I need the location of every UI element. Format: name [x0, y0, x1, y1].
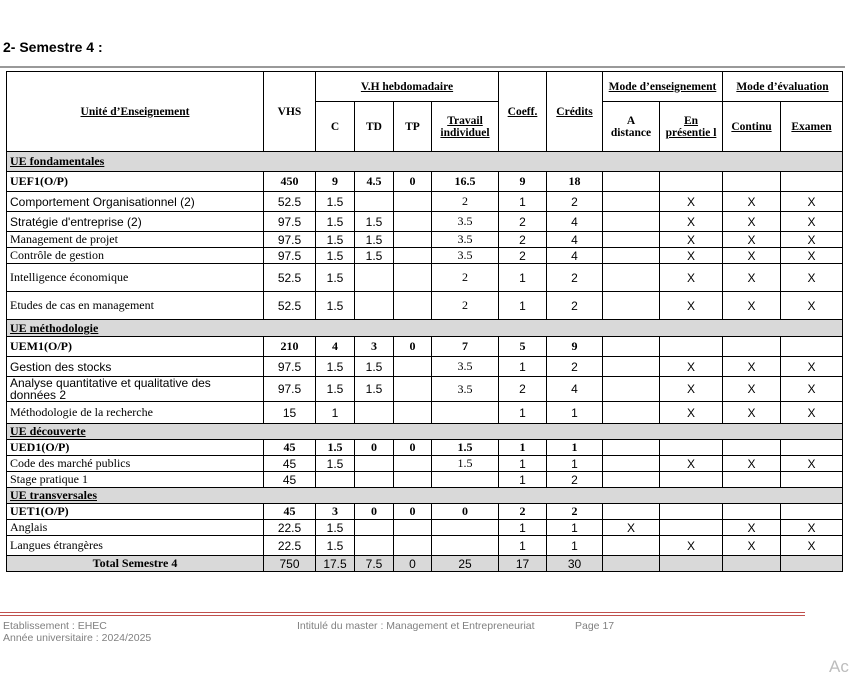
empty-cell: [603, 337, 660, 357]
row-tp: [394, 520, 432, 536]
total-vhs: 750: [264, 556, 316, 572]
row-tp: [394, 212, 432, 232]
row-c: 1.5: [316, 357, 355, 377]
summary-credits: 1: [547, 440, 603, 456]
summary-tp: 0: [394, 172, 432, 192]
row-c: 1.5: [316, 248, 355, 264]
row-pres: X: [660, 536, 723, 556]
summary-c: 4: [316, 337, 355, 357]
row-td: 1.5: [355, 248, 394, 264]
summary-row: [7, 172, 843, 192]
row-pres: X: [660, 264, 723, 292]
row-c: 1.5: [316, 264, 355, 292]
row-pres: X: [660, 377, 723, 402]
row-coeff: 1: [499, 357, 547, 377]
empty-cell: [781, 172, 843, 192]
summary-credits: 9: [547, 337, 603, 357]
summary-tp: 0: [394, 504, 432, 520]
total-ti: 25: [432, 556, 499, 572]
row-td: [355, 456, 394, 472]
row-cont: X: [723, 377, 781, 402]
row-credits: 1: [547, 456, 603, 472]
row-exam: X: [781, 264, 843, 292]
header-tp: TP: [394, 102, 432, 152]
section-cell: [7, 320, 843, 337]
row-exam: X: [781, 292, 843, 320]
table-row: [7, 292, 843, 320]
footer-rule-2: [0, 615, 805, 616]
row-name: Stage pratique 1: [7, 472, 264, 488]
row-dist: [603, 377, 660, 402]
row-c: 1.5: [316, 192, 355, 212]
row-pres: X: [660, 212, 723, 232]
header-mode-evaluation: Mode d’évaluation: [723, 72, 843, 102]
row-tp: [394, 232, 432, 248]
row-cont: X: [723, 357, 781, 377]
footer-rule: [0, 612, 805, 613]
row-ti: 3.5: [432, 357, 499, 377]
row-ti: 2: [432, 292, 499, 320]
summary-td: 0: [355, 504, 394, 520]
summary-ti: 0: [432, 504, 499, 520]
header-continu: Continu: [723, 102, 781, 152]
row-credits: 1: [547, 520, 603, 536]
empty-cell: [603, 172, 660, 192]
header-vh-hebdo: V.H hebdomadaire: [316, 72, 499, 102]
table-body: [7, 152, 843, 572]
empty-cell: [723, 440, 781, 456]
row-credits: 1: [547, 536, 603, 556]
row-credits: 2: [547, 357, 603, 377]
section-row: [7, 320, 843, 337]
header-presentiel: En présentie l: [660, 102, 723, 152]
row-exam: X: [781, 212, 843, 232]
row-dist: [603, 212, 660, 232]
row-pres: X: [660, 232, 723, 248]
row-c: 1.5: [316, 536, 355, 556]
row-c: 1.5: [316, 377, 355, 402]
empty-cell: [723, 504, 781, 520]
row-tp: [394, 264, 432, 292]
row-name: Gestion des stocks: [7, 357, 264, 377]
row-name: Anglais: [7, 520, 264, 536]
row-td: 1.5: [355, 357, 394, 377]
row-cont: X: [723, 292, 781, 320]
empty-cell: [660, 504, 723, 520]
row-vhs: 45: [264, 456, 316, 472]
row-tp: [394, 377, 432, 402]
table-row: [7, 402, 843, 424]
header-c: C: [316, 102, 355, 152]
row-credits: 2: [547, 192, 603, 212]
row-coeff: 2: [499, 212, 547, 232]
row-vhs: 97.5: [264, 377, 316, 402]
row-exam: X: [781, 232, 843, 248]
total-row: [7, 556, 843, 572]
row-ti: 2: [432, 192, 499, 212]
row-exam: X: [781, 377, 843, 402]
summary-name: UEM1(O/P): [7, 337, 264, 357]
row-cont: X: [723, 232, 781, 248]
summary-tp: 0: [394, 337, 432, 357]
section-label: UE transversales: [10, 488, 97, 502]
row-name: Contrôle de gestion: [7, 248, 264, 264]
row-cont: X: [723, 536, 781, 556]
row-credits: 2: [547, 292, 603, 320]
row-name: Intelligence économique: [7, 264, 264, 292]
table-row: [7, 212, 843, 232]
row-credits: 1: [547, 402, 603, 424]
row-tp: [394, 292, 432, 320]
row-c: 1.5: [316, 292, 355, 320]
row-vhs: 97.5: [264, 357, 316, 377]
summary-name: UET1(O/P): [7, 504, 264, 520]
row-pres: X: [660, 456, 723, 472]
summary-vhs: 450: [264, 172, 316, 192]
summary-tp: 0: [394, 440, 432, 456]
summary-name: UED1(O/P): [7, 440, 264, 456]
section-cell: [7, 424, 843, 440]
row-tp: [394, 248, 432, 264]
row-ti: 3.5: [432, 377, 499, 402]
section-row: [7, 488, 843, 504]
row-vhs: 52.5: [264, 292, 316, 320]
total-tp: 0: [394, 556, 432, 572]
row-vhs: 52.5: [264, 192, 316, 212]
row-cont: X: [723, 248, 781, 264]
row-pres: X: [660, 357, 723, 377]
row-td: 1.5: [355, 212, 394, 232]
row-pres: [660, 520, 723, 536]
footer-etablissement: Etablissement : EHEC: [3, 620, 107, 632]
footer-annee: Année universitaire : 2024/2025: [3, 632, 152, 644]
empty-cell: [781, 556, 843, 572]
summary-row: [7, 337, 843, 357]
row-td: [355, 520, 394, 536]
summary-td: 4.5: [355, 172, 394, 192]
row-exam: X: [781, 402, 843, 424]
row-coeff: 1: [499, 472, 547, 488]
empty-cell: [781, 337, 843, 357]
table-row: [7, 357, 843, 377]
section-row: [7, 424, 843, 440]
row-name: Langues étrangères: [7, 536, 264, 556]
row-dist: [603, 264, 660, 292]
row-exam: [781, 472, 843, 488]
summary-row: [7, 440, 843, 456]
row-td: 1.5: [355, 232, 394, 248]
section-label: UE méthodologie: [10, 320, 99, 335]
table-row: [7, 536, 843, 556]
summary-coeff: 1: [499, 440, 547, 456]
summary-c: 9: [316, 172, 355, 192]
empty-cell: [660, 337, 723, 357]
row-vhs: 22.5: [264, 520, 316, 536]
row-vhs: 45: [264, 472, 316, 488]
row-ti: 2: [432, 264, 499, 292]
row-cont: X: [723, 456, 781, 472]
row-vhs: 15: [264, 402, 316, 424]
row-name: Comportement Organisationnel (2): [7, 192, 264, 212]
empty-cell: [781, 504, 843, 520]
row-vhs: 97.5: [264, 248, 316, 264]
header-travail: Travail individuel: [432, 102, 499, 152]
row-cont: X: [723, 192, 781, 212]
row-name: Analyse quantitative et qualitative des données 2: [7, 377, 264, 402]
header-credits: Crédits: [547, 72, 603, 152]
table-row: [7, 377, 843, 402]
row-dist: X: [603, 520, 660, 536]
row-c: 1.5: [316, 520, 355, 536]
row-tp: [394, 456, 432, 472]
table-row: [7, 520, 843, 536]
row-name: Code des marché publics: [7, 456, 264, 472]
row-vhs: 97.5: [264, 232, 316, 248]
header-unite: Unité d’Enseignement: [7, 72, 264, 152]
row-dist: [603, 232, 660, 248]
row-dist: [603, 192, 660, 212]
row-exam: X: [781, 357, 843, 377]
summary-ti: 1.5: [432, 440, 499, 456]
row-coeff: 1: [499, 264, 547, 292]
total-coeff: 17: [499, 556, 547, 572]
row-ti: [432, 472, 499, 488]
row-td: 1.5: [355, 377, 394, 402]
empty-cell: [603, 556, 660, 572]
empty-cell: [603, 504, 660, 520]
row-ti: 3.5: [432, 212, 499, 232]
row-pres: X: [660, 248, 723, 264]
row-tp: [394, 402, 432, 424]
row-c: 1.5: [316, 456, 355, 472]
header-vhs: VHS: [264, 72, 316, 152]
header-coeff: Coeff.: [499, 72, 547, 152]
row-coeff: 1: [499, 402, 547, 424]
row-dist: [603, 472, 660, 488]
row-exam: X: [781, 192, 843, 212]
row-credits: 4: [547, 212, 603, 232]
row-name: Stratégie d'entreprise (2): [7, 212, 264, 232]
row-vhs: 22.5: [264, 536, 316, 556]
row-credits: 2: [547, 472, 603, 488]
row-exam: X: [781, 520, 843, 536]
row-name: Méthodologie de la recherche: [7, 402, 264, 424]
empty-cell: [660, 440, 723, 456]
empty-cell: [660, 556, 723, 572]
row-coeff: 2: [499, 377, 547, 402]
summary-row: [7, 504, 843, 520]
header-examen: Examen: [781, 102, 843, 152]
row-td: [355, 192, 394, 212]
summary-td: 3: [355, 337, 394, 357]
row-dist: [603, 292, 660, 320]
section-row: [7, 152, 843, 172]
row-td: [355, 536, 394, 556]
row-td: [355, 292, 394, 320]
row-dist: [603, 357, 660, 377]
row-tp: [394, 472, 432, 488]
row-coeff: 1: [499, 292, 547, 320]
summary-coeff: 9: [499, 172, 547, 192]
row-ti: [432, 536, 499, 556]
row-ti: [432, 520, 499, 536]
summary-coeff: 2: [499, 504, 547, 520]
summary-credits: 2: [547, 504, 603, 520]
summary-vhs: 210: [264, 337, 316, 357]
table-row: [7, 472, 843, 488]
row-ti: 3.5: [432, 248, 499, 264]
header-distance: A distance: [603, 102, 660, 152]
section-label: UE fondamentales: [10, 154, 105, 168]
row-td: [355, 264, 394, 292]
empty-cell: [603, 440, 660, 456]
row-cont: X: [723, 402, 781, 424]
total-td: 7.5: [355, 556, 394, 572]
summary-ti: 16.5: [432, 172, 499, 192]
row-cont: [723, 472, 781, 488]
summary-c: 3: [316, 504, 355, 520]
row-vhs: 52.5: [264, 264, 316, 292]
row-name: Etudes de cas en management: [7, 292, 264, 320]
watermark-text: Ac: [829, 657, 849, 676]
summary-c: 1.5: [316, 440, 355, 456]
row-coeff: 1: [499, 456, 547, 472]
row-vhs: 97.5: [264, 212, 316, 232]
row-cont: X: [723, 212, 781, 232]
total-name: Total Semestre 4: [7, 556, 264, 572]
row-credits: 4: [547, 377, 603, 402]
row-dist: [603, 248, 660, 264]
row-td: [355, 402, 394, 424]
total-credits: 30: [547, 556, 603, 572]
empty-cell: [660, 172, 723, 192]
section-cell: [7, 488, 843, 504]
row-coeff: 1: [499, 192, 547, 212]
header-td: TD: [355, 102, 394, 152]
row-dist: [603, 456, 660, 472]
row-dist: [603, 536, 660, 556]
row-c: 1.5: [316, 212, 355, 232]
row-exam: X: [781, 456, 843, 472]
row-coeff: 1: [499, 520, 547, 536]
row-cont: X: [723, 520, 781, 536]
row-tp: [394, 192, 432, 212]
empty-cell: [781, 440, 843, 456]
summary-vhs: 45: [264, 440, 316, 456]
summary-ti: 7: [432, 337, 499, 357]
row-c: [316, 472, 355, 488]
row-ti: [432, 402, 499, 424]
section-title: 2- Semestre 4 :: [3, 39, 103, 55]
row-c: 1.5: [316, 232, 355, 248]
row-ti: 3.5: [432, 232, 499, 248]
total-c: 17.5: [316, 556, 355, 572]
summary-name: UEF1(O/P): [7, 172, 264, 192]
table-row: [7, 232, 843, 248]
section-label: UE découverte: [10, 424, 86, 438]
row-name: Management de projet: [7, 232, 264, 248]
row-ti: 1.5: [432, 456, 499, 472]
row-td: [355, 472, 394, 488]
row-exam: X: [781, 536, 843, 556]
row-tp: [394, 357, 432, 377]
table-row: [7, 456, 843, 472]
empty-cell: [723, 337, 781, 357]
row-cont: X: [723, 264, 781, 292]
summary-coeff: 5: [499, 337, 547, 357]
footer-intitule: Intitulé du master : Management et Entrepreneuriat: [297, 620, 535, 632]
row-exam: X: [781, 248, 843, 264]
row-credits: 4: [547, 248, 603, 264]
row-coeff: 2: [499, 248, 547, 264]
summary-credits: 18: [547, 172, 603, 192]
row-coeff: 1: [499, 536, 547, 556]
row-pres: X: [660, 292, 723, 320]
table-row: [7, 264, 843, 292]
row-coeff: 2: [499, 232, 547, 248]
section-cell: [7, 152, 843, 172]
table-row: [7, 248, 843, 264]
empty-cell: [723, 172, 781, 192]
row-pres: [660, 472, 723, 488]
semester-table: [6, 71, 843, 572]
header-mode-enseignement: Mode d’enseignement: [603, 72, 723, 102]
row-credits: 4: [547, 232, 603, 248]
row-c: 1: [316, 402, 355, 424]
summary-td: 0: [355, 440, 394, 456]
row-credits: 2: [547, 264, 603, 292]
table-row: [7, 192, 843, 212]
row-pres: X: [660, 402, 723, 424]
footer-page: Page 17: [575, 620, 615, 632]
summary-vhs: 45: [264, 504, 316, 520]
row-tp: [394, 536, 432, 556]
empty-cell: [723, 556, 781, 572]
row-dist: [603, 402, 660, 424]
row-pres: X: [660, 192, 723, 212]
top-rule: [0, 66, 845, 68]
